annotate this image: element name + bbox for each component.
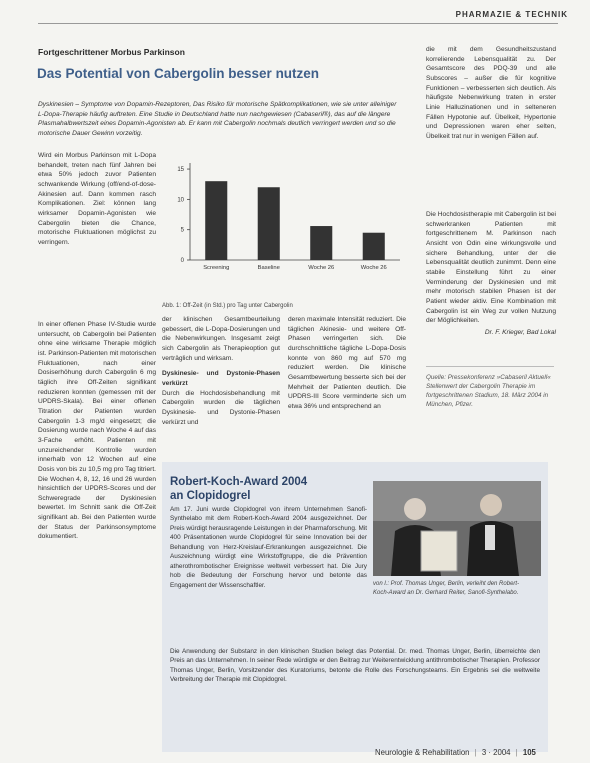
column-1-top: Wird ein Morbus Parkinson mit L-Dopa behandelt, treten nach fünf Jahren bei etwa 50% jedoch zuvor Patienten schwankende Wirkung (off/end-of-dose-Akinesien auf. Dann kommen rasch Komplikationen. Ziel: können lang wirksamer Dopamin-Agonisten wie Cabergolin bieten die Chance, motorische Fluktuationen möglichst zu verringern. xyxy=(38,152,156,246)
article-title: Das Potential von Cabergolin besser nutzen xyxy=(37,66,320,81)
bar-chart xyxy=(160,155,410,295)
footer-separator: | xyxy=(474,748,477,757)
footer-separator-2: | xyxy=(515,748,518,757)
x-tick-label: Woche 26 xyxy=(360,265,387,271)
award-title xyxy=(170,475,370,503)
footer-journal: Neurologie & Rehabilitation xyxy=(375,748,470,757)
column-2-text-b: Durch die Hochdosisbehandlung mit Cabergolin wurden die täglichen Dyskinesie- und Dystonie-Phasen verkürzt und xyxy=(162,389,280,426)
bar xyxy=(310,226,332,260)
article-author: Dr. F. Krieger, Bad Lokal xyxy=(484,328,556,336)
award-photo-caption: von l.: Prof. Thomas Unger, Berlin, verleiht den Robert-Koch-Award an Dr. Gerhard Reiter, Sanofi-Synthelabo. xyxy=(373,581,520,596)
footer xyxy=(375,748,536,757)
y-tick-label: 5 xyxy=(180,227,184,234)
column-1-body: In einer offenen Phase IV-Studie wurde untersucht, ob Cabergolin bei Patienten ohne eine wirksame Therapie möglich ist. Parkinson-Patienten mit motorischen Fluktuationen, nach einer Dosiserhöhung durch Cabergolin 6 mg täglich ihre Off-Zeiten signifikant reduzieren konnten (gemessen mit der UPDRS-Skala). Bei einer offenen Titration der Patienten wurden Cabergolin 1-3 mg/d eingesetzt; die Dosierung wurde nach Woche 4 auf das 3-Fache erhöht. Patienten mit unzureichender Kontrolle wurden innerhalb von 12 Wochen auf eine Dosis von bis zu 10,5 mg pro Tag titriert. Die Wochen 4, 8, 12, 16 und 26 wurden hinsichtlich der UPDRS-Scores und der Schweregrade der Dyskinesien bewertet. Im Schnitt sank die Off-Zeit signifikant ab. Bei den Patienten wurde der Status der Parkinsonsymptome dokumentiert. xyxy=(38,321,157,541)
y-tick-label: 15 xyxy=(177,167,184,174)
bar xyxy=(205,181,227,260)
column-2-subheading: Dyskinesie- und Dystonie-Phasen verkürzt xyxy=(162,370,280,387)
column-4-text: Die Hochdosistherapie mit Cabergolin ist bei schwerkranken Patienten mit fortgeschrittenem M. Parkinson nach Ansicht von Odin eine wirkungsvolle und sichere Behandlung, unter der die Lebensqualität deutlich zunimmt. Denn eine stabile Einstellung führt zu einer Verminderung der Dyskinesien und mit mehr motorisch stabilen Phasen ist der Patient wieder aktiv. Eine Kombination mit Cabergolin ist ein Weg zur vollen Nutzung der Möglichkeiten. xyxy=(426,211,556,325)
footer-issue: 3 · 2004 xyxy=(481,748,511,757)
award-photo xyxy=(373,481,541,576)
column-2 xyxy=(162,315,280,427)
award-title-line-2: an Clopidogrel xyxy=(170,490,251,502)
column-2-text: der klinischen Gesamtbeurteilung gebessert, die L-Dopa-Dosierungen und die Nebenwirkungen. Insgesamt zeigt sich Cabergolin als Therapieoption gut verträglich und wirksam. xyxy=(162,316,280,362)
x-tick-label: Woche 26 xyxy=(308,265,335,271)
y-tick-label: 0 xyxy=(180,258,184,264)
x-tick-label: Baseline xyxy=(257,265,280,271)
chart-caption: Abb. 1: Off-Zeit (in Std.) pro Tag unter Cabergolin xyxy=(162,303,293,309)
article-reference: Quelle: Pressekonferenz »Cabaseril Aktuell« Stellenwert der Cabergolin Therapie im fortgeschrittenen Stadium, 18. März 2004 in München, Pfizer. xyxy=(426,366,554,409)
award-text-1: Am 17. Juni wurde Clopidogrel von ihrem Unternehmen Sanofi-Synthelabo mit dem Robert-Koch-Award 2004 ausgezeichnet. Der Preis würdigt herausragende Leistungen in der Pharmaforschung. Mit 400 Präsentationen wurde Clopidogrel für seine Innovation bei der Behandlung von Herz-Kreislauf-Erkrankungen ausgezeichnet. Die Auszeichnung würdigt eine Wirkstoffgruppe, die die Prävention atherothrombotischer Ereignisse weltweit verbessert hat. Die Jury hob die Bedeutung der Forschung hervor und betonte das Engagement der Wissenschaftler. xyxy=(170,506,367,589)
footer-page-number: 105 xyxy=(522,748,536,757)
bar xyxy=(258,187,280,260)
column-3: deren maximale Intensität reduziert. Die täglichen Akinesie- und weitere Off-Phasen verringerten sich. Die durchschnittliche tägliche L-Dopa-Dosis konnte von 860 mg auf 570 mg reduziert werden. Die klinische Gesamtbewertung besserte sich bei der Mehrheit der Patienten deutlich. Die UPDRS-III Score verminderte sich um etwa 36% und entsprechend an xyxy=(288,316,406,410)
award-text-2: Die Anwendung der Substanz in den klinischen Studien belegt das Potential. Dr. med. Thomas Unger, Berlin, überreichte den Preis an das Unternehmen. In seiner Rede würdigte er den Beitrag zur Weiterentwicklung antithrombotischer Therapien. Professor Thomas Unger, Berlin, Vorsitzender des Kuratoriums, betonte die Rolle des Forschungsteams. Ein Ergebnis sei die weltweite Verbreitung der Therapie mit Clopidogrel. xyxy=(170,648,540,684)
header-rule xyxy=(38,23,558,24)
column-4-body xyxy=(426,210,556,338)
award-title-line-1: Robert-Koch-Award 2004 xyxy=(170,476,308,488)
column-4-top: die mit dem Gesundheitszustand korrelierende Lebensqualität zu. Der Gesamtscore des PDQ-39 und alle Subscores – außer die für kognitive Funktionen – verbesserten sich deutlich. Als häufigste Nebenwirkung traten in erster Linie Halluzinationen und in selteneren Fällen Hypotonie auf. Übelkeit, Hypertonie und Depressionen waren eher selten, Übelkeit trat nur in wenigen Fällen auf. xyxy=(426,46,556,140)
award-photo-image xyxy=(373,481,541,576)
article-lead: Dyskinesien – Symptome von Dopamin-Rezeptoren, Das Risiko für motorische Spätkomplikationen, wie sie unter alleiniger L-Dopa-Therapie häufig auftreten. Eine Studie in Deutschland hatte nun nachgewiesen (Cabaseril®), das auf die längere Plasmahalbwertszeit eines Dopamin-Agonisten ab. Er kann mit Cabergolin nochmals deutlich verringert werden und so die motorische Dauer Gewinn vorzeitig. xyxy=(38,101,397,137)
section-label: PHARMAZIE & TECHNIK xyxy=(455,10,568,19)
article-kicker: Fortgeschrittener Morbus Parkinson xyxy=(38,47,185,57)
bar xyxy=(363,233,385,260)
x-tick-label: Screening xyxy=(203,265,230,271)
y-tick-label: 10 xyxy=(177,197,184,204)
